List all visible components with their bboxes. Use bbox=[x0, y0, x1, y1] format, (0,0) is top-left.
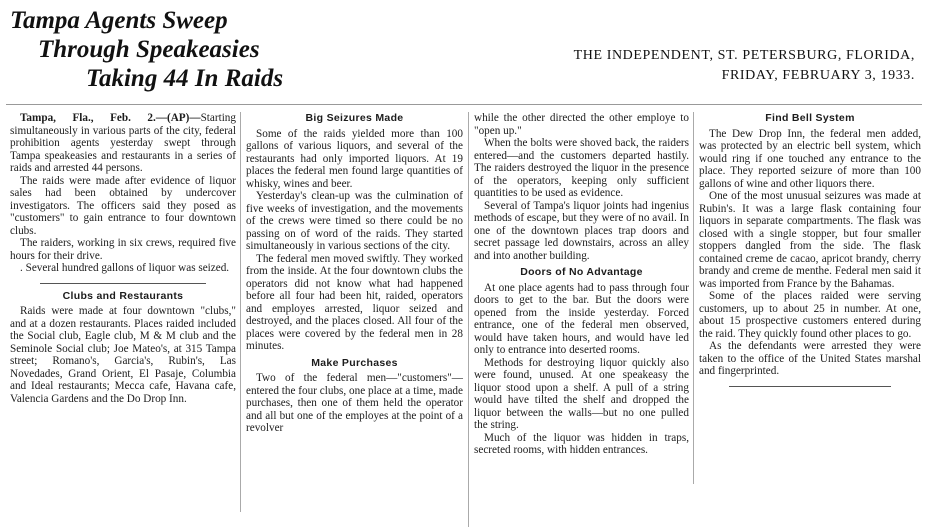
article-paragraph: Methods for destroying liquor quickly also were found, unused. At one speakeasy the liquor stood upon a shelf. A pull of a string would have tilted the shelf and dropped the liquor between the walls—but no one pulled the string. bbox=[474, 356, 689, 431]
subhead-doors-of-no-advantage: Doors of No Advantage bbox=[520, 266, 643, 278]
article-paragraph: Two of the federal men—"customers"—entered the four clubs, one place at a time, made purchases, then one of them held the operator and all but one of the employes at the point of a revolver bbox=[246, 372, 463, 434]
article-paragraph: The raiders, working in six crews, required five hours for their drive. bbox=[10, 237, 236, 262]
article-paragraph: Yesterday's clean-up was the culmination of five weeks of investigation, and the movements of the crews were timed so there could be no passing on of word of the raids. They started simultaneously in various sections of the city. bbox=[246, 190, 463, 252]
subhead-clubs-and-restaurants: Clubs and Restaurants bbox=[62, 289, 184, 302]
headline-line-1: Tampa Agents Sweep bbox=[10, 7, 228, 34]
end-rule bbox=[729, 386, 891, 387]
article-paragraph: Some of the raids yielded more than 100 gallons of various liquors, and several of the restaurants had only imported liquors. At 19 places the federal men found large quantities of whisky, wines and beer. bbox=[246, 127, 463, 190]
headline bbox=[10, 6, 350, 93]
article-paragraph: Raids were made at four downtown "clubs," and at a dozen restaurants. Places raided included the Social club, Eagle club, M & M club and the Seminole Social club; Joe Mateo's, at 315 Tampa street; Romano's, Garcia's, Rubin's, Las Novedades, Grand Orient, El Pasaje, Columbia and Ideal restaurants; Mecca cafe, Havana cafe, Valencia Gardens and the Do Drop Inn. bbox=[10, 305, 236, 405]
article-paragraph: The federal men moved swiftly. They worked from the inside. At the four downtown clubs the operators did not know what had happened before all four had been hit, raided, operators and employes arrested, liquor seized and destroyed, and the places closed. All four of the places were covered by the federal men in 28 minutes. bbox=[246, 252, 463, 352]
article-paragraph: Some of the places raided were serving customers, up to about 25 in number. At one, about 15 prospective customers entered during the raid. They quickly found other places to go. bbox=[699, 290, 921, 340]
article-paragraph: while the other directed the other employe to "open up." bbox=[474, 112, 689, 137]
article-paragraph: One of the most unusual seizures was made at Rubin's. It was a large flask containing four liquors in separate compartments. The flask was closed with a single stopper, but four smaller stoppers dangled from the side. The flask contained creme de cacao, apricot brandy, cherry brandy and creme de menthe. Federal men said it was imported from France by the Bahamas. bbox=[699, 190, 921, 290]
subhead-big-seizures: Big Seizures Made bbox=[305, 112, 404, 124]
dateline: Tampa, Fla., Feb. 2.—(AP)— bbox=[20, 112, 201, 124]
masthead-paper-line: THE INDEPENDENT, ST. PETERSBURG, FLORIDA, bbox=[573, 48, 915, 63]
section-rule bbox=[40, 283, 206, 284]
masthead bbox=[505, 46, 915, 86]
article-paragraph: At one place agents had to pass through four doors to get to the bar. But the doors were opened from the inside yesterday. Forced entrance, one of the federal men observed, would have taken hours, and would have led only to entrance into deserted rooms. bbox=[474, 281, 689, 356]
article-column-2 bbox=[246, 112, 463, 435]
column-divider-3 bbox=[693, 112, 694, 484]
article-paragraph: Much of the liquor was hidden in traps, secreted rooms, with hidden entrances. bbox=[474, 431, 689, 456]
column-divider-2 bbox=[468, 112, 469, 527]
header-rule bbox=[6, 104, 922, 105]
masthead-date-line: FRIDAY, FEBRUARY 3, 1933. bbox=[721, 68, 915, 83]
subhead-make-purchases: Make Purchases bbox=[311, 356, 398, 369]
headline-line-2: Through Speakeasies bbox=[38, 36, 260, 63]
article-paragraph: The Dew Drop Inn, the federal men added, was protected by an electric bell system, which would ring if one touched any entrance to the place. They reported seizure of more than 100 gallons of wine and other liquors there. bbox=[699, 127, 921, 190]
article-column-1 bbox=[10, 112, 236, 405]
article-paragraph: As the defendants were arrested they were taken to the office of the United States marshal and fingerprinted. bbox=[699, 340, 921, 377]
article-paragraph: Several of Tampa's liquor joints had ingenius methods of escape, but they were of no avail. In one of the downtown places trap doors and secret passage led downstairs, across an alley and into another building. bbox=[474, 199, 689, 262]
article-column-3 bbox=[474, 112, 689, 457]
column-divider-1 bbox=[240, 112, 241, 512]
article-paragraph: Tampa, Fla., Feb. 2.—(AP)—Starting simultaneously in various parts of the city, federal prohibition agents yesterday swept through Tampa speakeasies and restaurants in a series of raids and arrested 44 persons. bbox=[10, 112, 236, 174]
headline-line-3: Taking 44 In Raids bbox=[86, 65, 284, 92]
article-paragraph: When the bolts were shoved back, the raiders entered—and the customers departed hastily. The raiders destroyed the liquor in the presence of the operators, keeping only sufficient quantities to be used as evidence. bbox=[474, 137, 689, 199]
article-paragraph: The raids were made after evidence of liquor sales had been obtained by undercover investigators. The officers said they posed as "customers" to gain entrance to four downtown clubs. bbox=[10, 174, 236, 237]
subhead-find-bell-system: Find Bell System bbox=[765, 112, 855, 124]
article-column-4 bbox=[699, 112, 921, 393]
article-paragraph: . Several hundred gallons of liquor was seized. bbox=[20, 262, 230, 274]
